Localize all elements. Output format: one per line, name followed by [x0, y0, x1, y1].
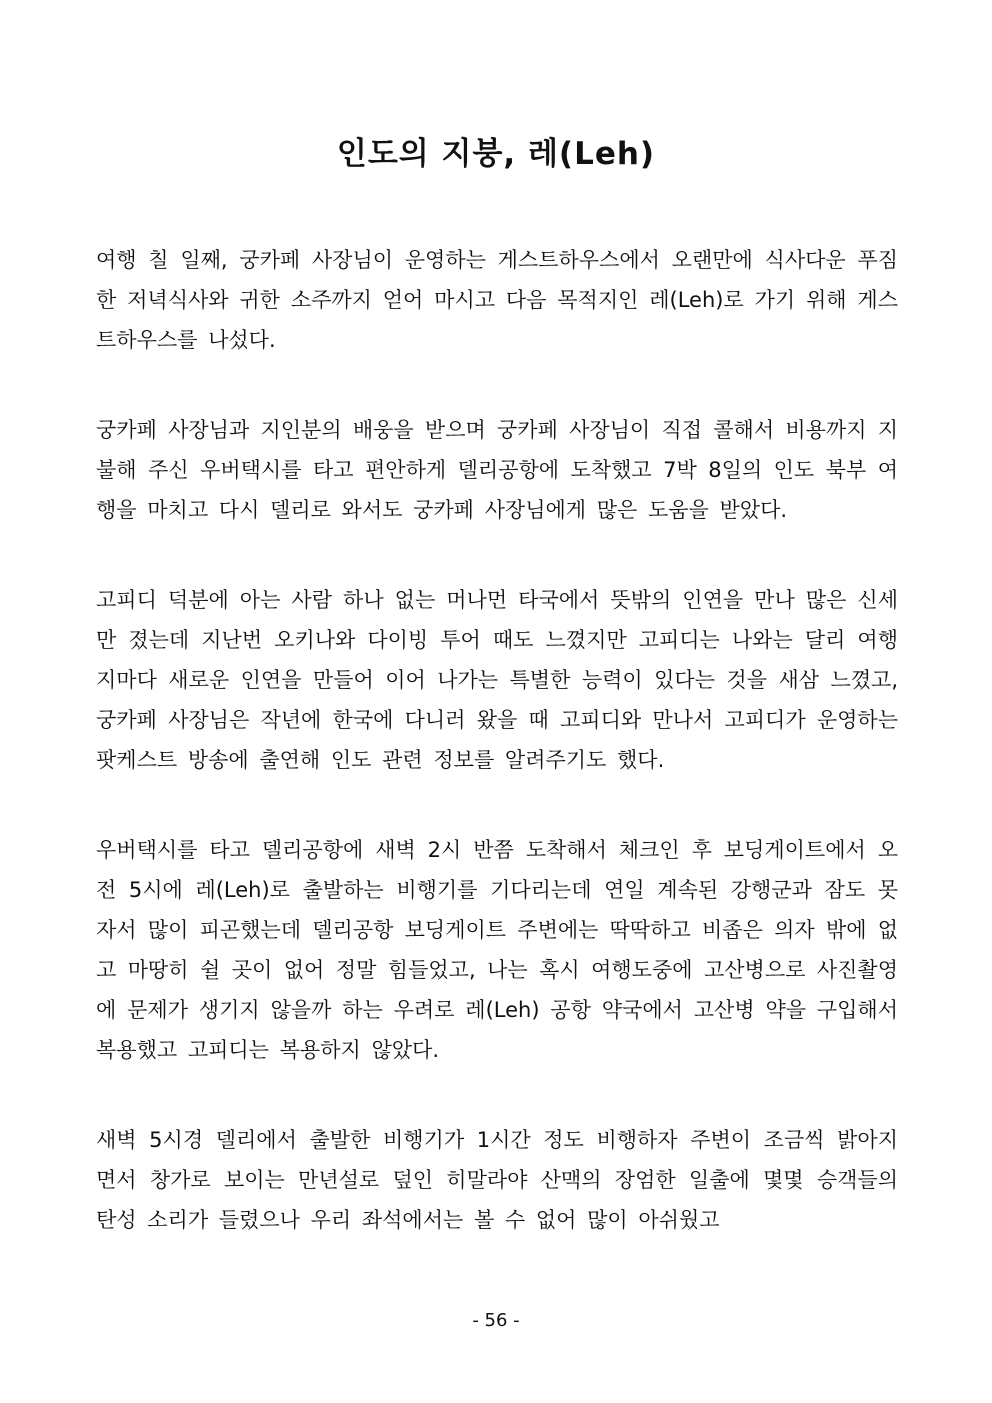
page-number: - 56 -	[472, 1310, 520, 1331]
paragraph-2: 궁카페 사장님과 지인분의 배웅을 받으며 궁카페 사장님이 직접 콜해서 비용까지 지불해 주신 우버택시를 타고 편안하게 델리공항에 도착했고 7박 8일의 인도 북부 여행을 마치고 다시 델리로 와서도 궁카페 사장님에게 많은 도움을 받았다.	[96, 418, 898, 522]
paragraph-4: 우버택시를 타고 델리공항에 새벽 2시 반쯤 도착해서 체크인 후 보딩게이트에서 오전 5시에 레(Leh)로 출발하는 비행기를 기다리는데 연일 계속된 강행군과 잠도 못자서 많이 피곤했는데 델리공항 보딩게이트 주변에는 딱딱하고 비좁은 의자 밖에 없고 마땅히 쉴 곳이 없어 정말 힘들었고, 나는 혹시 여행도중에 고산병으로 사진촬영에 문제가 생기지 않을까 하는 우려로 레(Leh) 공항 약국에서 고산병 약을 구입해서 복용했고 고피디는 복용하지 않았다.	[96, 838, 898, 1062]
paragraph-3: 고피디 덕분에 아는 사람 하나 없는 머나먼 타국에서 뜻밖의 인연을 만나 많은 신세만 졌는데 지난번 오키나와 다이빙 투어 때도 느꼈지만 고피디는 나와는 달리 여행지마다 새로운 인연을 만들어 이어 나가는 특별한 능력이 있다는 것을 새삼 느꼈고, 궁카페 사장님은 작년에 한국에 다니러 왔을 때 고피디와 만나서 고피디가 운영하는 팟케스트 방송에 출연해 인도 관련 정보를 알려주기도 했다.	[96, 588, 898, 772]
paragraph-5: 새벽 5시경 델리에서 출발한 비행기가 1시간 정도 비행하자 주변이 조금씩 밝아지면서 창가로 보이는 만년설로 덮인 히말라야 산맥의 장엄한 일출에 몇몇 승객들의 탄성 소리가 들렸으나 우리 좌석에서는 볼 수 없어 많이 아쉬웠고	[96, 1128, 898, 1232]
paragraph-1: 여행 칠 일째, 궁카페 사장님이 운영하는 게스트하우스에서 오랜만에 식사다운 푸짐한 저녁식사와 귀한 소주까지 얻어 마시고 다음 목적지인 레(Leh)로 가기 위해 게스트하우스를 나섰다.	[96, 248, 898, 352]
body-text	[96, 240, 898, 1290]
page-title: 인도의 지붕, 레(Leh)	[336, 136, 656, 172]
